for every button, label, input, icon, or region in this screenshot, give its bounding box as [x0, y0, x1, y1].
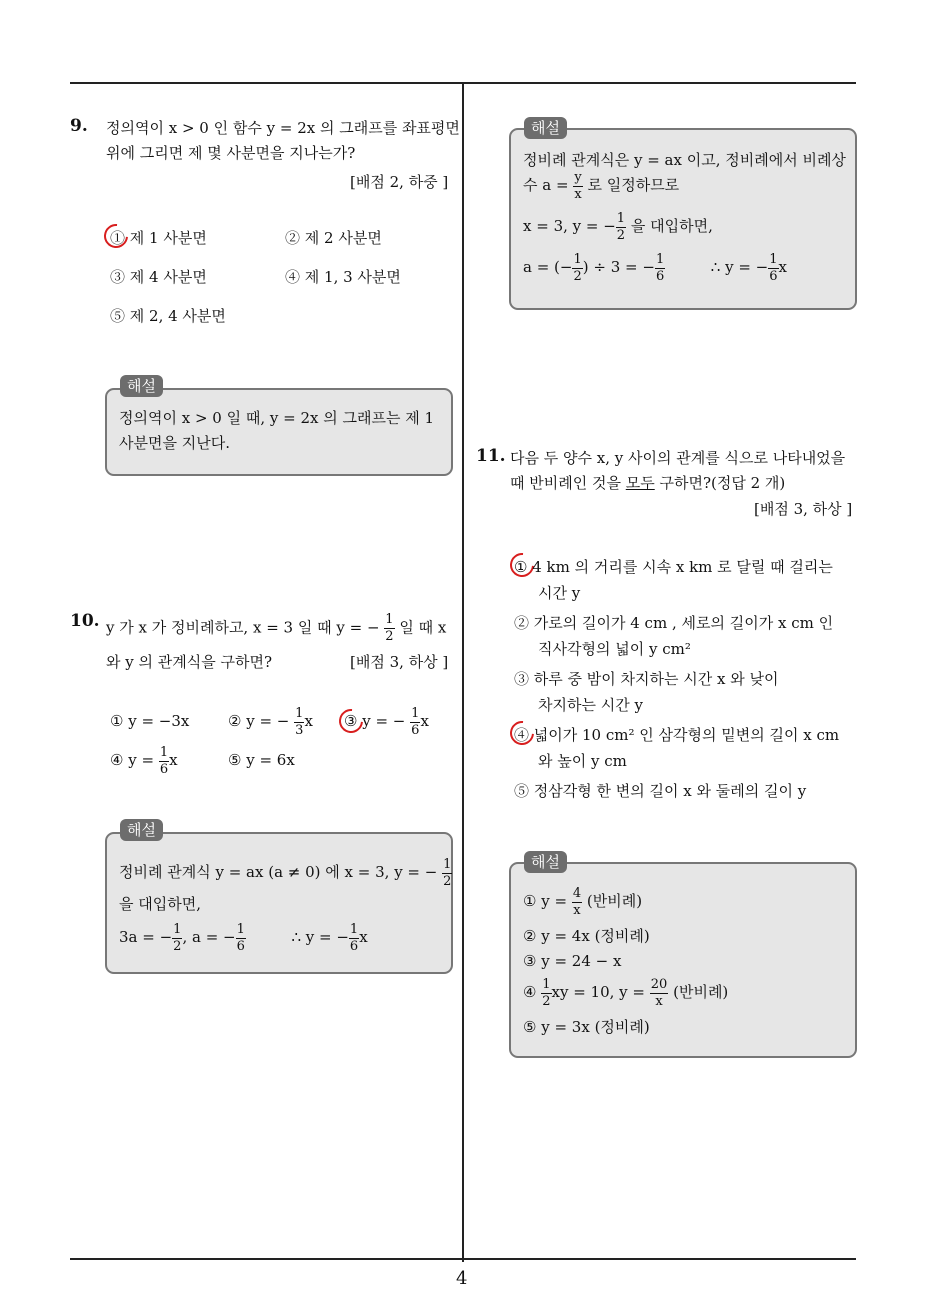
frac-num: 1: [159, 744, 169, 760]
q11-sol-l1-a: ① y =: [523, 892, 568, 910]
q10-solution-tag: 해설: [120, 819, 163, 841]
q10-solution-line2: 을 대입하면,: [119, 895, 201, 913]
frac-num: 1: [236, 921, 245, 937]
frac-den: 2: [443, 873, 452, 889]
q11-choice-3[interactable]: ③ 하루 중 밤이 차지하는 시간 x 와 낮이: [514, 670, 779, 688]
frac-num: y: [574, 169, 582, 185]
q10-sol-l3-c: ∴ y = −: [291, 928, 349, 946]
q10-text-line2: 와 y 의 관계식을 구하면?: [106, 653, 272, 671]
q11-sol-l4-c: (반비례): [673, 983, 729, 1001]
q10-choice-4-frac: [159, 745, 169, 778]
frac-den: 2: [573, 268, 582, 284]
frac-num: 1: [655, 251, 665, 267]
q11-sol-line3: ③ y = 24 − x: [523, 952, 622, 970]
q10-choice-3-text: ③ y = −: [344, 712, 406, 730]
q9-choice-2[interactable]: ② 제 2 사분면: [285, 229, 382, 247]
q9-solution-line1: 정의역이 x > 0 일 때, y = 2x 의 그래프는 제 1: [119, 409, 435, 427]
q11-sol-l4-b: xy = 10, y =: [551, 983, 645, 1001]
q10-score: [배점 3, 하상 ]: [350, 653, 449, 671]
column-divider: [462, 82, 464, 1262]
r-sol-l3-b: 을 대입하면,: [630, 217, 713, 235]
q11-sol-l1-b: (반비례): [586, 892, 643, 910]
q10-solution-line3: [119, 920, 368, 955]
frac-num: 1: [173, 921, 182, 937]
q10-choice-3-x: x: [420, 712, 429, 730]
q10-sol-l3-frac2: [236, 922, 246, 955]
q10-choice-5[interactable]: ⑤ y = 6x: [228, 751, 295, 769]
q10-choice-3[interactable]: [344, 704, 429, 739]
frac-num: 1: [443, 856, 452, 872]
q11-choice-4[interactable]: ④ 넓이가 10 cm² 인 삼각형의 밑변의 길이 x cm: [514, 726, 840, 744]
q11-sol-l4-frac2: [650, 977, 669, 1010]
r-sol-line2: [523, 168, 679, 203]
q9-choice-3[interactable]: ③ 제 4 사분면: [110, 268, 207, 286]
frac-den: 6: [769, 268, 778, 284]
r-sol-line3: [523, 209, 713, 244]
q10-sol-l3-frac3: [349, 922, 359, 955]
q11-choice-2[interactable]: ② 가로의 길이가 4 cm , 세로의 길이가 x cm 인: [514, 614, 834, 632]
q11-sol-line4: [523, 975, 728, 1010]
q10-frac-den: 2: [385, 629, 394, 644]
q9-text-line1: 정의역이 x > 0 인 함수 y = 2x 의 그래프를 좌표평면: [106, 119, 460, 137]
frac-num: 1: [542, 976, 551, 992]
r-sol-l4-frac3: [768, 252, 778, 285]
q10-sol-l1-frac: [442, 857, 452, 890]
q11-solution-tag: 해설: [524, 851, 567, 873]
q10-solution-line1: [119, 856, 452, 890]
q10-text-frac: [384, 612, 394, 645]
q9-choice-5[interactable]: ⑤ 제 2, 4 사분면: [110, 307, 226, 325]
q10-sol-l3-b: , a = −: [182, 928, 236, 946]
frac-num: 1: [411, 705, 420, 721]
r-sol-l4-a: a = (−: [523, 258, 573, 276]
frac-den: x: [573, 902, 581, 918]
q11-sol-line2: ② y = 4x (정비례): [523, 927, 650, 945]
q10-choice-4-x: x: [169, 751, 178, 769]
q10-text-line1-b: 일 때 x: [399, 618, 447, 637]
q10-choice-2-frac: [294, 706, 304, 739]
q9-solution-tag: 해설: [120, 375, 163, 397]
frac-den: 2: [173, 938, 182, 954]
frac-num: 4: [572, 885, 582, 901]
q11-sol-l4-a: ④: [523, 983, 537, 1001]
q10-choice-2-x: x: [304, 712, 313, 730]
q10-number: 10.: [70, 611, 100, 631]
q11-text-line2: [510, 472, 785, 494]
r-sol-line1: 정비례 관계식은 y = ax 이고, 정비례에서 비례상: [523, 151, 846, 169]
q10-choice-4[interactable]: [110, 743, 178, 778]
r-sol-l2-frac: [573, 170, 582, 203]
frac-den: 2: [616, 227, 626, 243]
q11-choice-2-cont: 직사각형의 넓이 y cm²: [538, 640, 691, 658]
q10-sol-l3-a: 3a = −: [119, 928, 173, 946]
q11-choice-5[interactable]: ⑤ 정삼각형 한 변의 길이 x 와 둘레의 길이 y: [514, 782, 807, 800]
r-sol-l3-frac: [616, 211, 626, 244]
q11-l2-underlined: 모두: [625, 474, 655, 492]
frac-den: 6: [236, 938, 245, 954]
q10-choice-2[interactable]: [228, 704, 313, 739]
q11-l2-b: 구하면?(정답 2 개): [654, 474, 786, 492]
r-sol-l3-a: x = 3, y = −: [523, 217, 616, 235]
q9-score: [배점 2, 하중 ]: [350, 173, 449, 191]
q11-choice-4-cont: 와 높이 y cm: [538, 752, 627, 770]
page-number: 4: [456, 1268, 468, 1289]
frac-num: 1: [769, 251, 778, 267]
q9-choice-1[interactable]: ① 제 1 사분면: [110, 229, 207, 247]
frac-num: 20: [650, 976, 668, 992]
r-sol-l4-frac1: [572, 252, 582, 285]
q9-solution-line2: 사분면을 지난다.: [119, 434, 230, 452]
frac-den: 3: [295, 722, 304, 738]
frac-den: 6: [655, 268, 665, 284]
q11-text-line1: 다음 두 양수 x, y 사이의 관계를 식으로 나타내었을: [510, 449, 846, 467]
q10-sol-l3-d: x: [359, 928, 368, 946]
bottom-rule: [70, 1258, 856, 1260]
q11-sol-line5: ⑤ y = 3x (정비례): [523, 1018, 650, 1036]
r-sol-l2-a: 수 a =: [523, 176, 569, 194]
q11-sol-line1: [523, 884, 642, 919]
q10-sol-l1-text: 정비례 관계식 y = ax (a ≠ 0) 에 x = 3, y = −: [119, 863, 438, 881]
q10-sol-l3-frac1: [172, 922, 182, 955]
q9-number: 9.: [70, 116, 88, 136]
r-sol-l2-b: 로 일정하므로: [587, 176, 680, 194]
frac-den: 6: [411, 722, 420, 738]
q10-choice-2-text: ② y = −: [228, 712, 290, 730]
q10-frac-num: 1: [385, 612, 394, 627]
frac-den: 6: [159, 761, 169, 777]
q11-choice-3-cont: 차지하는 시간 y: [538, 696, 643, 714]
q11-sol-l1-frac: [572, 886, 582, 919]
r-sol-l4-frac2: [655, 252, 665, 285]
q11-number: 11.: [476, 446, 506, 466]
r-sol-l4-c: ∴ y = −: [710, 258, 769, 276]
q11-score: [배점 3, 하상 ]: [754, 500, 853, 518]
frac-num: 1: [349, 921, 359, 937]
r-sol-line4: [523, 250, 787, 285]
q10-choice-4-text: ④ y =: [110, 751, 155, 769]
frac-num: 1: [295, 705, 304, 721]
frac-den: x: [655, 993, 663, 1009]
frac-num: 1: [616, 210, 626, 226]
q10-text-line1-a: y 가 x 가 정비례하고, x = 3 일 때 y = −: [106, 618, 380, 637]
r-sol-l4-d: x: [778, 258, 787, 276]
q11-choice-1[interactable]: ① 4 km 의 거리를 시속 x km 로 달릴 때 걸리는: [514, 558, 833, 576]
q11-choice-1-cont: 시간 y: [538, 584, 581, 602]
q10-text-line1: [106, 612, 446, 645]
q10-choice-3-frac: [410, 706, 420, 739]
frac-den: x: [574, 186, 582, 202]
q10-right-solution-tag: 해설: [524, 117, 567, 139]
frac-num: 1: [573, 251, 582, 267]
frac-den: 2: [542, 993, 551, 1009]
frac-den: 6: [349, 938, 359, 954]
q11-sol-l4-frac1: [541, 977, 551, 1010]
r-sol-l4-b: ) ÷ 3 = −: [582, 258, 655, 276]
q9-text-line2: 위에 그리면 제 몇 사분면을 지나는가?: [106, 144, 356, 162]
q11-l2-a: 때 반비례인 것을: [510, 474, 626, 492]
q9-choice-4[interactable]: ④ 제 1, 3 사분면: [285, 268, 401, 286]
q10-choice-1[interactable]: ① y = −3x: [110, 712, 190, 730]
